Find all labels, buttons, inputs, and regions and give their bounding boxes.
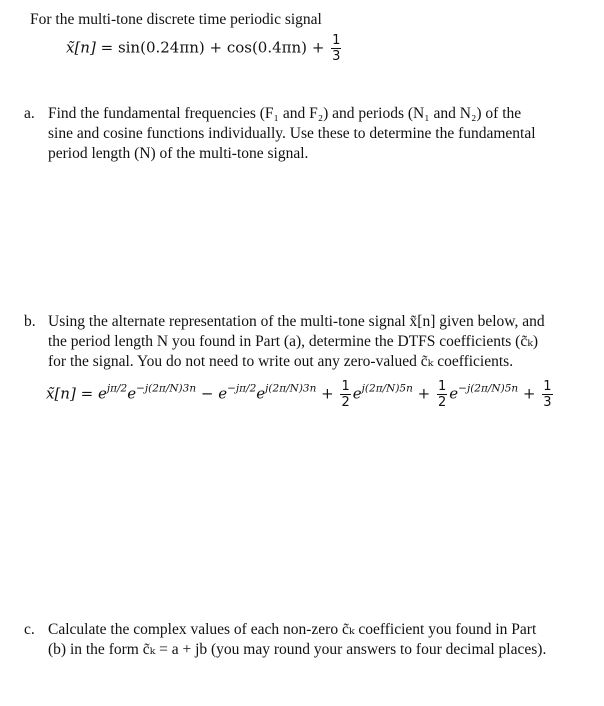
fraction-denominator: 3 [332,49,341,64]
fraction-denominator: 2 [341,395,350,410]
part-b [24,312,545,372]
eq-plus: + [307,38,330,57]
fraction-numerator: 1 [543,379,552,394]
eq-sin: sin(0.24πn) [117,38,205,57]
part-c-line-1: Calculate the complex values of each non-zero c̃ₖ coefficient you found in Part [48,621,537,638]
exp-base: e [97,384,107,403]
eq-plus: + [204,38,227,57]
fraction-numerator: 1 [437,379,447,394]
exp-base: e [218,384,228,403]
half-fraction [437,380,447,409]
eq-fraction [331,34,341,63]
exponent: j(2π/N)3n [265,382,317,395]
part-c-line-2: (b) in the form c̃ₖ = a + jb (you may round your answers to four decimal places). [48,641,547,658]
exp-base: e [127,384,137,403]
intro-text: For the multi-tone discrete time periodic signal [30,11,322,28]
eq-plus: + [412,384,435,403]
part-c [24,620,546,660]
fraction-denominator: 2 [437,395,447,410]
exponent: jπ/2 [106,382,128,395]
dtfs-equation [46,380,555,409]
third-fraction [542,380,552,409]
eq-cos: cos(0.4πn) [226,38,308,57]
exponent: −j(2π/N)3n [136,382,197,395]
part-b-line-2: the period length N you found in Part (a), determine the DTFS coefficients (c̃ₖ) [48,333,539,350]
part-b-line-3: for the signal. You do not need to write out any zero-valued c̃ₖ coefficients. [48,353,514,370]
part-a-label: a. [24,105,35,122]
eq-lhs: x̃[n] = [66,38,118,57]
exponent: −jπ/2 [227,382,257,395]
fraction-numerator: 1 [341,379,350,394]
part-b-label: b. [24,313,36,330]
part-a [24,104,536,164]
exp-base: e [352,384,362,403]
exp-base: e [256,384,266,403]
fraction-numerator: 1 [332,33,341,48]
part-b-line-1: Using the alternate representation of the multi-tone signal x̃[n] given below, and [48,313,545,330]
eq-plus: + [518,384,541,403]
part-a-line-1: Find the fundamental frequencies (F₁ and F₂) and periods (N₁ and N₂) of the [48,105,522,122]
exponent: j(2π/N)5n [361,382,413,395]
fraction-denominator: 3 [543,395,552,410]
part-a-line-3: period length (N) of the multi-tone signal. [48,145,309,162]
exp-base: e [449,384,459,403]
eq-minus: − [196,384,219,403]
eq-plus: + [316,384,339,403]
exponent: −j(2π/N)5n [458,382,519,395]
part-a-line-2: sine and cosine functions individually. Use these to determine the fundamental [48,125,536,142]
part-c-label: c. [24,621,35,638]
eq-lhs: x̃[n] = [46,384,98,403]
half-fraction [340,380,350,409]
signal-equation [66,34,343,63]
